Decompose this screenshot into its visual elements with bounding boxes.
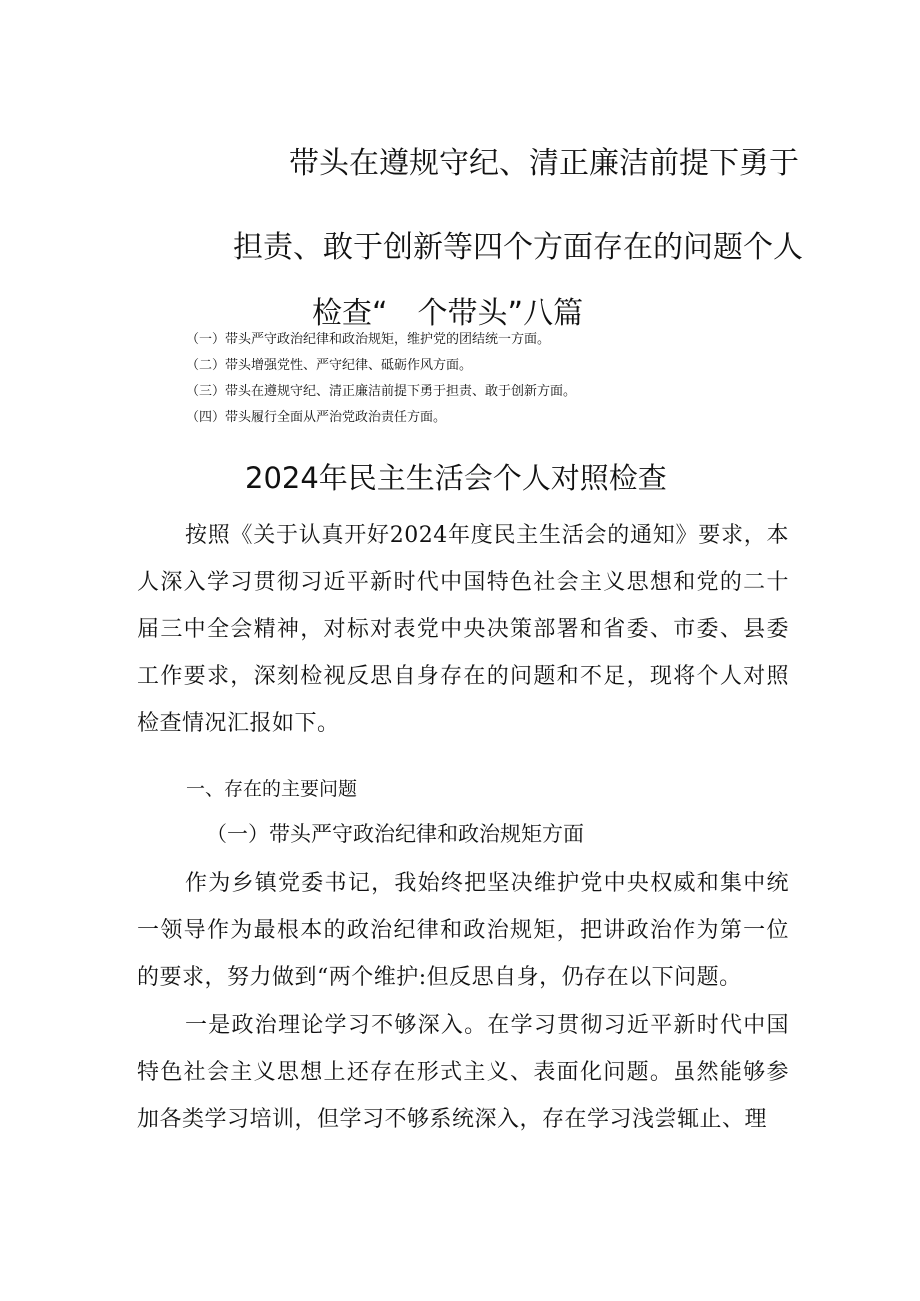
toc-item-3: （三）带头在遵规守纪、清正廉洁前提下勇于担责、敢于创新方面。: [186, 384, 577, 399]
toc-item-1: （一）带头严守政治纪律和政治规矩，维护党的团结统一方面。: [186, 332, 551, 347]
section-subtitle: 2024年民主生活会个人对照检查: [245, 461, 667, 495]
body-paragraph-2: 一是政治理论学习不够深入。在学习贯彻习近平新时代中国特色社会主义思想上还存在形式主义、表面化问题。虽然能够参加各类学习培训，但学习不够系统深入，存在学习浅尝辄止、理: [137, 1013, 789, 1132]
intro-paragraph: 按照《关于认真开好2024年度民主生活会的通知》要求，本人深入学习贯彻习近平新时代中国特色社会主义思想和党的二十届三中全会精神，对标对表党中央决策部署和省委、市委、县委工作要求，深刻检视反思自身存在的问题和不足，现将个人对照检查情况汇报如下。: [137, 523, 789, 736]
body-paragraph-1: 作为乡镇党委书记，我始终把坚决维护党中央权威和集中统一领导作为最根本的政治纪律和政治规矩，把讲政治作为第一位的要求，努力做到“两个维护:但反思自身，仍存在以下问题。: [137, 871, 789, 990]
document-title-line-2: 担责、敢于创新等四个方面存在的问题个人: [233, 230, 803, 265]
subsection-heading: （一）带头严守政治纪律和政治规矩方面: [206, 822, 584, 846]
toc-item-4: （四）带头履行全面从严治党政治责任方面。: [186, 410, 447, 425]
document-title-line-3: 检查“ 个带头”八篇: [312, 296, 584, 331]
toc-item-2: （二）带头增强党性、严守纪律、砥砺作风方面。: [186, 358, 473, 373]
section-heading: 一、存在的主要问题: [186, 778, 358, 800]
document-title-line-1: 带头在遵规守纪、清正廉洁前提下勇于: [289, 146, 799, 181]
